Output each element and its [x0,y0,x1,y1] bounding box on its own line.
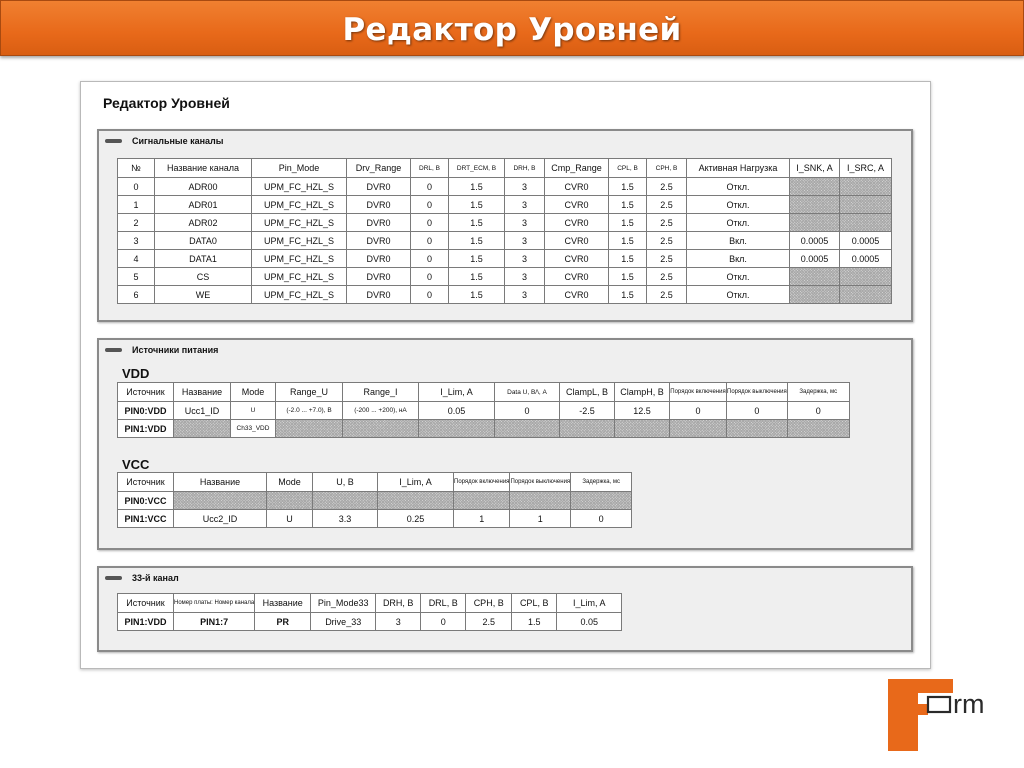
table-cell[interactable]: UPM_FC_HZL_S [252,232,346,249]
table-cell[interactable]: PIN1:7 [174,613,254,630]
table-cell[interactable]: 3 [505,232,544,249]
table-cell[interactable]: 1.5 [609,250,646,267]
table-cell[interactable]: 0.05 [557,613,621,630]
table-cell[interactable]: 2.5 [466,613,511,630]
table-cell[interactable]: DVR0 [347,178,410,195]
table-header-row [118,594,621,612]
table-cell[interactable] [313,492,377,509]
vdd-label: VDD [122,366,150,381]
slide-title-bar [0,0,1024,56]
table-cell[interactable] [560,420,614,437]
collapse-icon[interactable] [105,139,122,143]
table-cell[interactable] [343,420,418,437]
table-cell[interactable] [419,420,494,437]
table-row[interactable] [118,232,891,249]
table-cell[interactable]: 1.5 [609,178,646,195]
table-cell[interactable]: CVR0 [545,286,608,303]
table-cell[interactable]: 2.5 [647,250,686,267]
column-header: Номер платы: Номер канала [174,594,254,612]
column-header: I_Lim, A [378,473,453,491]
table-cell[interactable]: 2 [118,214,154,231]
column-header: I_SNK, A [790,159,839,177]
table-cell[interactable]: 3 [505,286,544,303]
column-header: Название [174,473,266,491]
column-header: Порядок включения [670,383,726,401]
table-cell[interactable]: 1.5 [449,178,504,195]
table-cell[interactable]: Ucc2_ID [174,510,266,527]
column-header: Mode [267,473,312,491]
column-header: I_Lim, A [557,594,621,612]
table-cell[interactable]: PR [255,613,310,630]
column-header: Активная Нагрузка [687,159,789,177]
table-cell[interactable]: DVR0 [347,232,410,249]
table-row[interactable] [118,613,621,630]
table-cell[interactable]: UPM_FC_HZL_S [252,286,346,303]
table-cell[interactable]: CVR0 [545,232,608,249]
table-cell[interactable] [840,268,891,285]
table-cell[interactable] [276,420,342,437]
table-cell[interactable]: 2.5 [647,286,686,303]
column-header: Название [174,383,230,401]
table-cell[interactable]: 2.5 [647,178,686,195]
table-cell[interactable]: 1.5 [449,250,504,267]
column-header: Cmp_Range [545,159,608,177]
table-cell[interactable]: UPM_FC_HZL_S [252,250,346,267]
table-cell[interactable]: 0.0005 [790,232,839,249]
table-cell[interactable]: DVR0 [347,214,410,231]
table-cell[interactable]: CVR0 [545,214,608,231]
table-header-row [118,473,631,491]
table-cell[interactable]: 1.5 [449,232,504,249]
table-cell[interactable]: 2.5 [647,196,686,213]
column-header: ClampL, В [560,383,614,401]
vdd-table [117,382,850,438]
table-cell[interactable] [790,178,839,195]
table-cell[interactable] [454,492,509,509]
table-cell[interactable] [790,196,839,213]
table-cell[interactable] [727,420,787,437]
collapse-icon[interactable] [105,348,122,352]
table-cell[interactable] [788,420,849,437]
column-header: Data U, В/\, A [495,383,559,401]
table-cell[interactable]: 5 [118,268,154,285]
column-header: CPL, В [512,594,556,612]
table-cell[interactable]: 12.5 [615,402,669,419]
table-cell[interactable]: 0 [421,613,465,630]
table-cell[interactable]: 0.05 [419,402,494,419]
slide-title: Редактор Уровней [342,12,682,48]
table-cell[interactable]: 1.5 [449,286,504,303]
table-row[interactable] [118,196,891,213]
table-cell[interactable]: 3 [505,214,544,231]
column-header: № [118,159,154,177]
table-cell[interactable]: Вкл. [687,232,789,249]
column-header: Pin_Mode33 [311,594,375,612]
table-cell[interactable]: ADR01 [155,196,251,213]
table-cell[interactable]: PIN1:VDD [118,420,173,437]
table-cell[interactable] [378,492,453,509]
table-cell[interactable]: 0 [411,232,448,249]
column-header: I_SRC, A [840,159,891,177]
group-title: Источники питания [132,345,219,355]
window-title: Редактор Уровней [103,95,230,111]
table-cell[interactable]: 0 [411,286,448,303]
table-cell[interactable]: 0 [411,250,448,267]
table-cell[interactable]: 0.0005 [840,232,891,249]
table-cell[interactable]: -2.5 [560,402,614,419]
column-header: CPL, В [609,159,646,177]
column-header: Drv_Range [347,159,410,177]
signal-channels-table [117,158,892,304]
table-cell[interactable]: UPM_FC_HZL_S [252,196,346,213]
table-cell[interactable]: 0 [411,196,448,213]
table-cell[interactable]: DVR0 [347,286,410,303]
table-cell[interactable]: 1 [118,196,154,213]
table-cell[interactable] [615,420,669,437]
table-cell[interactable] [571,492,631,509]
table-cell[interactable] [840,196,891,213]
column-header: Порядок включения [454,473,509,491]
column-header: Источник [118,473,173,491]
table-cell[interactable]: PIN0:VCC [118,492,173,509]
column-header: Источник [118,594,173,612]
column-header: DRL, В [411,159,448,177]
table-cell[interactable]: UPM_FC_HZL_S [252,178,346,195]
table-cell[interactable]: PIN1:VDD [118,613,173,630]
table-row[interactable] [118,178,891,195]
collapse-icon[interactable] [105,576,122,580]
table-cell[interactable]: 1.5 [449,214,504,231]
table-row[interactable] [118,214,891,231]
table-cell[interactable]: Ch33_VDD [231,420,275,437]
table-cell[interactable]: 2.5 [647,268,686,285]
channel-33-table [117,593,622,631]
table-cell[interactable]: Ucc1_ID [174,402,230,419]
table-cell[interactable]: 1.5 [609,196,646,213]
table-cell[interactable]: 0 [571,510,631,527]
table-cell[interactable] [495,420,559,437]
table-cell[interactable]: DATA0 [155,232,251,249]
column-header: Range_U [276,383,342,401]
column-header: ClampH, В [615,383,669,401]
table-cell[interactable]: 0.0005 [790,250,839,267]
table-cell[interactable]: 0 [411,268,448,285]
table-cell[interactable]: 0.25 [378,510,453,527]
table-cell[interactable]: 1.5 [449,268,504,285]
group-title: Сигнальные каналы [132,136,224,146]
table-header-row [118,383,849,401]
table-cell[interactable]: PIN1:VCC [118,510,173,527]
table-cell[interactable]: 1 [510,510,570,527]
table-cell[interactable]: Откл. [687,268,789,285]
table-cell[interactable]: ADR02 [155,214,251,231]
table-cell[interactable]: 0 [670,402,726,419]
table-cell[interactable]: CVR0 [545,250,608,267]
vcc-label: VCC [122,457,150,472]
table-cell[interactable]: 0 [788,402,849,419]
table-cell[interactable]: (-200 ... +200), нА [343,402,418,419]
column-header: Название [255,594,310,612]
table-row[interactable] [118,402,849,419]
table-cell[interactable]: 0 [495,402,559,419]
table-cell[interactable] [840,214,891,231]
column-header: Mode [231,383,275,401]
table-cell[interactable]: 3 [505,250,544,267]
column-header: CPH, В [466,594,511,612]
table-cell[interactable]: 1.5 [609,286,646,303]
table-cell[interactable] [510,492,570,509]
table-cell[interactable]: UPM_FC_HZL_S [252,268,346,285]
column-header: Порядок выключения [727,383,787,401]
table-cell[interactable] [790,286,839,303]
column-header: Задержка, мс [788,383,849,401]
table-cell[interactable] [790,214,839,231]
table-cell[interactable]: 4 [118,250,154,267]
column-header: DRT_ECM, В [449,159,504,177]
table-cell[interactable]: 3.3 [313,510,377,527]
table-cell[interactable]: WE [155,286,251,303]
table-cell[interactable]: UPM_FC_HZL_S [252,214,346,231]
table-cell[interactable]: Откл. [687,196,789,213]
table-cell[interactable]: PIN0:VDD [118,402,173,419]
table-cell[interactable]: CVR0 [545,268,608,285]
logo-text: rm [953,689,985,719]
table-row[interactable] [118,268,891,285]
column-header: DRH, В [376,594,420,612]
form-logo-icon [888,679,1014,751]
table-cell[interactable]: (-2.0 ... +7.0), В [276,402,342,419]
column-header: Источник [118,383,173,401]
table-cell[interactable] [174,420,230,437]
table-cell[interactable]: 0 [411,214,448,231]
table-cell[interactable]: U [231,402,275,419]
table-cell[interactable]: DVR0 [347,250,410,267]
column-header: CPH, В [647,159,686,177]
group-title: 33-й канал [132,573,179,583]
table-cell[interactable] [790,268,839,285]
table-cell[interactable]: 0.0005 [840,250,891,267]
table-cell[interactable] [840,286,891,303]
table-cell[interactable]: 6 [118,286,154,303]
table-row[interactable] [118,286,891,303]
table-header-row [118,159,891,177]
table-cell[interactable]: U [267,510,312,527]
column-header: Название канала [155,159,251,177]
table-cell[interactable]: 1.5 [609,214,646,231]
table-cell[interactable]: 2.5 [647,214,686,231]
table-cell[interactable]: DVR0 [347,196,410,213]
table-cell[interactable]: 2.5 [647,232,686,249]
table-cell[interactable]: Откл. [687,286,789,303]
table-cell[interactable]: 1 [454,510,509,527]
table-cell[interactable]: 3 [376,613,420,630]
table-cell[interactable]: DATA1 [155,250,251,267]
column-header: I_Lim, A [419,383,494,401]
table-row[interactable] [118,250,891,267]
table-cell[interactable]: 1.5 [512,613,556,630]
column-header: DRL, В [421,594,465,612]
table-cell[interactable]: 0 [411,178,448,195]
column-header: DRH, В [505,159,544,177]
table-cell[interactable]: CVR0 [545,178,608,195]
table-cell[interactable] [670,420,726,437]
column-header: Pin_Mode [252,159,346,177]
table-cell[interactable]: 1.5 [609,268,646,285]
column-header: Задержка, мс [571,473,631,491]
table-cell[interactable]: 1.5 [449,196,504,213]
table-cell[interactable]: 3 [505,196,544,213]
table-cell[interactable]: Вкл. [687,250,789,267]
table-cell[interactable]: 0 [727,402,787,419]
table-cell[interactable]: CS [155,268,251,285]
table-cell[interactable] [267,492,312,509]
table-row[interactable] [118,492,631,509]
table-row[interactable] [118,420,849,437]
table-cell[interactable]: DVR0 [347,268,410,285]
table-cell[interactable]: ADR00 [155,178,251,195]
table-row[interactable] [118,510,631,527]
table-cell[interactable]: Drive_33 [311,613,375,630]
table-cell[interactable]: Откл. [687,178,789,195]
table-cell[interactable]: 3 [118,232,154,249]
table-cell[interactable] [174,492,266,509]
column-header: U, В [313,473,377,491]
column-header: Range_I [343,383,418,401]
table-cell[interactable] [840,178,891,195]
table-cell[interactable]: 3 [505,178,544,195]
table-cell[interactable]: 1.5 [609,232,646,249]
table-cell[interactable]: 0 [118,178,154,195]
table-cell[interactable]: CVR0 [545,196,608,213]
table-cell[interactable]: Откл. [687,214,789,231]
table-cell[interactable]: 3 [505,268,544,285]
column-header: Порядок выключения [510,473,570,491]
vcc-table [117,472,632,528]
